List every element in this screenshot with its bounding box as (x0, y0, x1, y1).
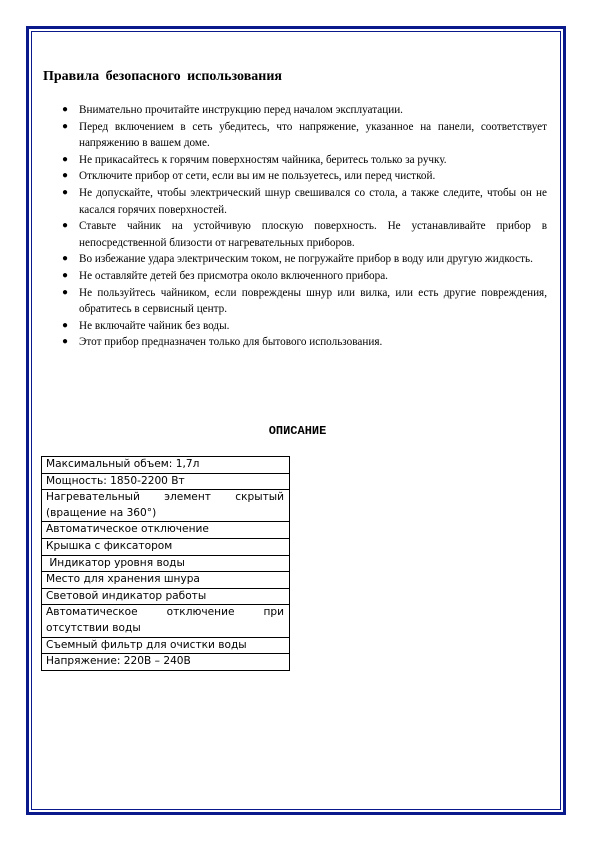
description-title: ОПИСАНИЕ (268, 424, 327, 438)
rule-text: Внимательно прочитайте инструкцию перед началом эксплуатации. (79, 104, 403, 116)
rule-text: Не допускайте, чтобы электрический шнур свешивался со стола, а также следите, чтобы он не касался горячих поверхностей. (79, 186, 547, 216)
spec-cell: Индикатор уровня воды (42, 555, 290, 572)
rule-text: Не включайте чайник без воды. (79, 319, 230, 332)
rule-text: Во избежание удара электрическим током, не погружайте прибор в воду или другую жидкость. (79, 253, 533, 266)
table-row (42, 490, 290, 522)
bullet-icon: ● (62, 220, 69, 232)
rule-text: Этот прибор предназначен только для бытового использования. (79, 336, 383, 349)
bullet-icon: ● (62, 253, 69, 265)
spec-cell: Съемный фильтр для очистки воды (42, 637, 290, 654)
list-item (62, 102, 547, 119)
rule-text: Не прикасайтесь к горячим поверхностям чайника, беритесь только за ручку. (79, 153, 447, 166)
specs-table (41, 456, 290, 671)
rule-text: Не оставляйте детей без присмотра около включенного прибора. (79, 269, 388, 282)
bullet-icon: ● (62, 269, 69, 281)
rule-text: Перед включением в сеть убедитесь, что напряжение, указанное на панели, соответствует напряжению в вашем доме. (79, 120, 547, 150)
safety-rules-list (62, 102, 547, 351)
table-row (42, 555, 290, 572)
table-row (42, 457, 290, 474)
list-item (62, 218, 547, 251)
list-item (62, 119, 547, 152)
table-row (42, 538, 290, 555)
safety-rules-title: Правила безопасного использования (43, 69, 282, 84)
spec-cell: Максимальный объем: 1,7л (42, 457, 290, 474)
bullet-icon: ● (62, 120, 69, 132)
table-row (42, 588, 290, 605)
list-item (62, 152, 547, 169)
list-item (62, 334, 547, 351)
list-item (62, 318, 547, 335)
spec-cell: Нагревательный элемент скрытый (вращение на 360°) (42, 490, 290, 522)
table-row (42, 572, 290, 589)
table-row (42, 605, 290, 637)
bullet-icon: ● (62, 170, 69, 182)
list-item (62, 285, 547, 318)
list-item (62, 268, 547, 285)
spec-cell: Место для хранения шнура (42, 572, 290, 589)
bullet-icon: ● (62, 319, 69, 331)
rule-text: Ставьте чайник на устойчивую плоскую поверхность. Не устанавливайте прибор в непосредственной близости от нагревательных приборов. (79, 220, 547, 249)
spec-cell: Мощность: 1850-2200 Вт (42, 473, 290, 490)
list-item (62, 251, 547, 268)
list-item (62, 185, 547, 218)
bullet-icon: ● (62, 186, 69, 198)
rule-text: Не пользуйтесь чайником, если повреждены шнур или вилка, или есть другие повреждения, обратитесь в сервисный центр. (79, 286, 547, 316)
bullet-icon: ● (62, 336, 69, 348)
table-row (42, 637, 290, 654)
bullet-icon: ● (62, 286, 69, 298)
spec-cell: Световой индикатор работы (42, 588, 290, 605)
bullet-icon: ● (62, 104, 69, 115)
rule-text: Отключите прибор от сети, если вы им не пользуетесь, или перед чисткой. (79, 170, 436, 183)
table-row (42, 654, 290, 671)
spec-cell: Напряжение: 220В – 240В (42, 654, 290, 671)
spec-cell: Автоматическое отключение (42, 522, 290, 539)
bullet-icon: ● (62, 153, 69, 165)
spec-cell: Крышка с фиксатором (42, 538, 290, 555)
list-item (62, 168, 547, 185)
table-row (42, 522, 290, 539)
spec-cell: Автоматическое отключение при отсутствии воды (42, 605, 290, 637)
table-row (42, 473, 290, 490)
